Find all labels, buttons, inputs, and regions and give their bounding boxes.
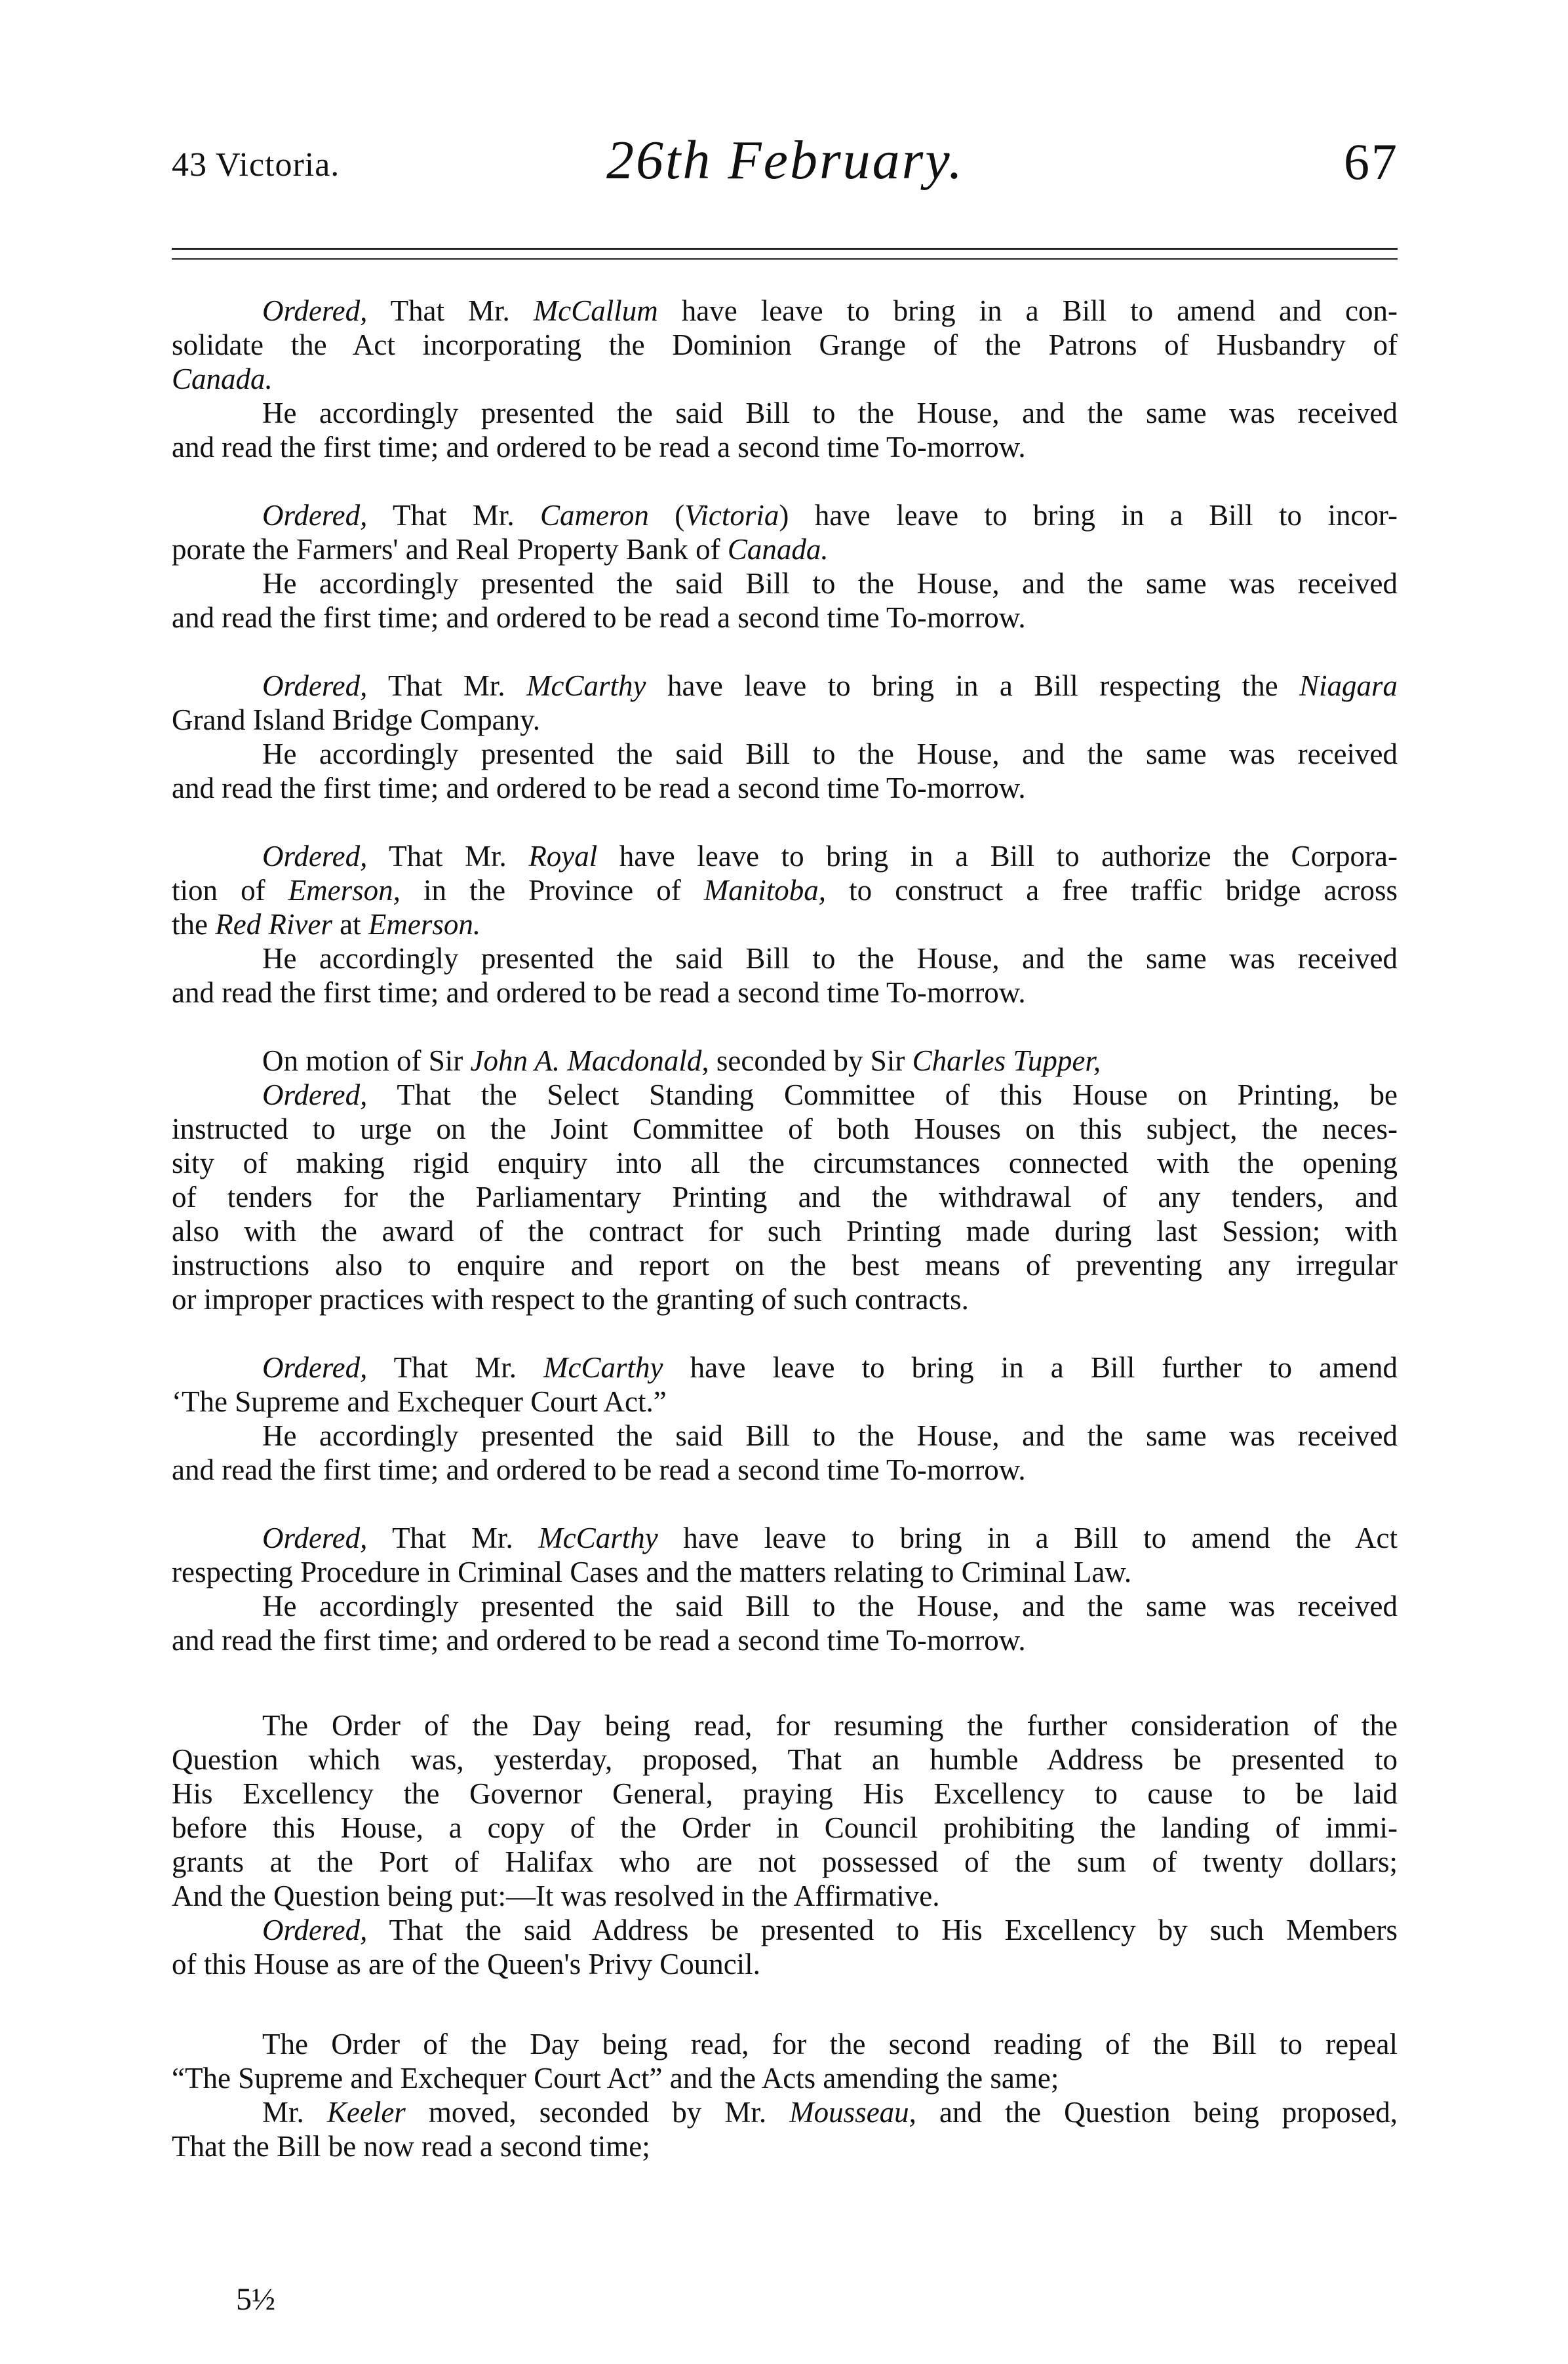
text-line: solidate the Act incorporating the Dominion Grange of the Patrons of Husbandry of bbox=[172, 328, 1398, 361]
entry-printing-committee bbox=[172, 1044, 1398, 1316]
text-line: or improper practices with respect to the granting of such contracts. bbox=[172, 1283, 969, 1316]
text-line: And the Question being put:—It was resolved in the Affirmative. bbox=[172, 1880, 940, 1912]
text-line: That the Bill be now read a second time; bbox=[172, 2130, 650, 2163]
page-number: 67 bbox=[1344, 133, 1399, 190]
text-line: He accordingly presented the said Bill to the House, and the same was received bbox=[262, 1590, 1398, 1623]
text-line: He accordingly presented the said Bill to the House, and the same was received bbox=[262, 738, 1398, 770]
entry-repeal-supreme-court-act bbox=[172, 2027, 1398, 2163]
entry-mccallum-bill bbox=[172, 294, 1398, 464]
text-line: On motion of Sir John A. Macdonald, seconded by Sir Charles Tupper, bbox=[262, 1044, 1101, 1077]
text-line: He accordingly presented the said Bill to the House, and the same was received bbox=[262, 1419, 1398, 1452]
text-line: His Excellency the Governor General, praying His Excellency to cause to be laid bbox=[172, 1777, 1398, 1810]
text-line: before this House, a copy of the Order in Council prohibiting the landing of immi- bbox=[172, 1811, 1398, 1844]
text-line: grants at the Port of Halifax who are not possessed of the sum of twenty dollars; bbox=[172, 1845, 1398, 1878]
entry-royal-bill bbox=[172, 839, 1398, 1010]
session-label: 43 Victoria. bbox=[172, 146, 340, 184]
text-line: Question which was, yesterday, proposed, That an humble Address be presented to bbox=[172, 1743, 1398, 1776]
text-line: Mr. Keeler moved, seconded by Mr. Mousseau, and the Question being proposed, bbox=[262, 2096, 1398, 2129]
text-line: Ordered, That Mr. McCarthy have leave to bring in a Bill respecting the Niagara bbox=[262, 669, 1398, 702]
text-line: Ordered, That Mr. Royal have leave to bring in a Bill to authorize the Corpora- bbox=[262, 840, 1398, 873]
text-line: Ordered, That the said Address be presented to His Excellency by such Members bbox=[262, 1914, 1398, 1946]
text-line: He accordingly presented the said Bill to the House, and the same was received bbox=[262, 397, 1398, 429]
text-line: and read the first time; and ordered to be read a second time To-morrow. bbox=[172, 1624, 1026, 1657]
text-line: tion of Emerson, in the Province of Manitoba, to construct a free traffic bridge across bbox=[172, 874, 1398, 907]
text-line: Canada. bbox=[172, 363, 273, 395]
entry-mccarthy-supreme-court-bill bbox=[172, 1350, 1398, 1487]
text-line: ‘The Supreme and Exchequer Court Act.” bbox=[172, 1385, 667, 1418]
text-line: The Order of the Day being read, for resuming the further consideration of the bbox=[262, 1709, 1398, 1742]
text-line: Ordered, That the Select Standing Committee of this House on Printing, be bbox=[262, 1078, 1398, 1111]
text-line: of this House as are of the Queen's Privy Council. bbox=[172, 1948, 760, 1980]
entry-mccarthy-niagara-bill bbox=[172, 669, 1398, 805]
entry-halifax-immigrants-address bbox=[172, 1708, 1398, 1981]
text-line: and read the first time; and ordered to be read a second time To-morrow. bbox=[172, 431, 1026, 463]
text-line: He accordingly presented the said Bill to the House, and the same was received bbox=[262, 942, 1398, 975]
text-line: also with the award of the contract for such Printing made during last Session; with bbox=[172, 1215, 1398, 1248]
entry-mccarthy-criminal-procedure-bill bbox=[172, 1521, 1398, 1657]
text-line: Grand Island Bridge Company. bbox=[172, 703, 540, 736]
text-line: He accordingly presented the said Bill to the House, and the same was received bbox=[262, 567, 1398, 600]
text-line: and read the first time; and ordered to be read a second time To-morrow. bbox=[172, 1453, 1026, 1486]
text-line: Ordered, That Mr. McCarthy have leave to bring in a Bill further to amend bbox=[262, 1351, 1398, 1384]
text-line: Ordered, That Mr. McCarthy have leave to bring in a Bill to amend the Act bbox=[262, 1522, 1398, 1554]
text-line: instructions also to enquire and report on the best means of preventing any irregular bbox=[172, 1249, 1398, 1282]
text-line: and read the first time; and ordered to be read a second time To-morrow. bbox=[172, 976, 1026, 1009]
text-line: Ordered, That Mr. Cameron (Victoria) have leave to bring in a Bill to incor- bbox=[262, 499, 1398, 532]
text-line: and read the first time; and ordered to be read a second time To-morrow. bbox=[172, 772, 1026, 804]
text-line: The Order of the Day being read, for the second reading of the Bill to repeal bbox=[262, 2028, 1398, 2060]
text-line: sity of making rigid enquiry into all the circumstances connected with the opening bbox=[172, 1147, 1398, 1179]
text-line: instructed to urge on the Joint Committee of both Houses on this subject, the neces- bbox=[172, 1113, 1398, 1145]
text-line: of tenders for the Parliamentary Printing and the withdrawal of any tenders, and bbox=[172, 1181, 1398, 1213]
signature-mark: 5½ bbox=[236, 2282, 275, 2317]
text-line: Ordered, That Mr. McCallum have leave to bring in a Bill to amend and con- bbox=[262, 294, 1398, 327]
text-line: the Red River at Emerson. bbox=[172, 908, 481, 941]
text-line: porate the Farmers' and Real Property Bank of Canada. bbox=[172, 533, 829, 566]
text-line: respecting Procedure in Criminal Cases and the matters relating to Criminal Law. bbox=[172, 1556, 1132, 1588]
entry-cameron-bill bbox=[172, 498, 1398, 635]
date-heading: 26th February. bbox=[606, 130, 964, 191]
header-rule-top bbox=[172, 248, 1398, 250]
header-rule-bottom bbox=[172, 258, 1398, 260]
journal-body bbox=[172, 294, 1398, 2163]
page-header bbox=[172, 128, 1399, 207]
text-line: and read the first time; and ordered to be read a second time To-morrow. bbox=[172, 601, 1026, 634]
text-line: “The Supreme and Exchequer Court Act” and the Acts amending the same; bbox=[172, 2062, 1059, 2095]
